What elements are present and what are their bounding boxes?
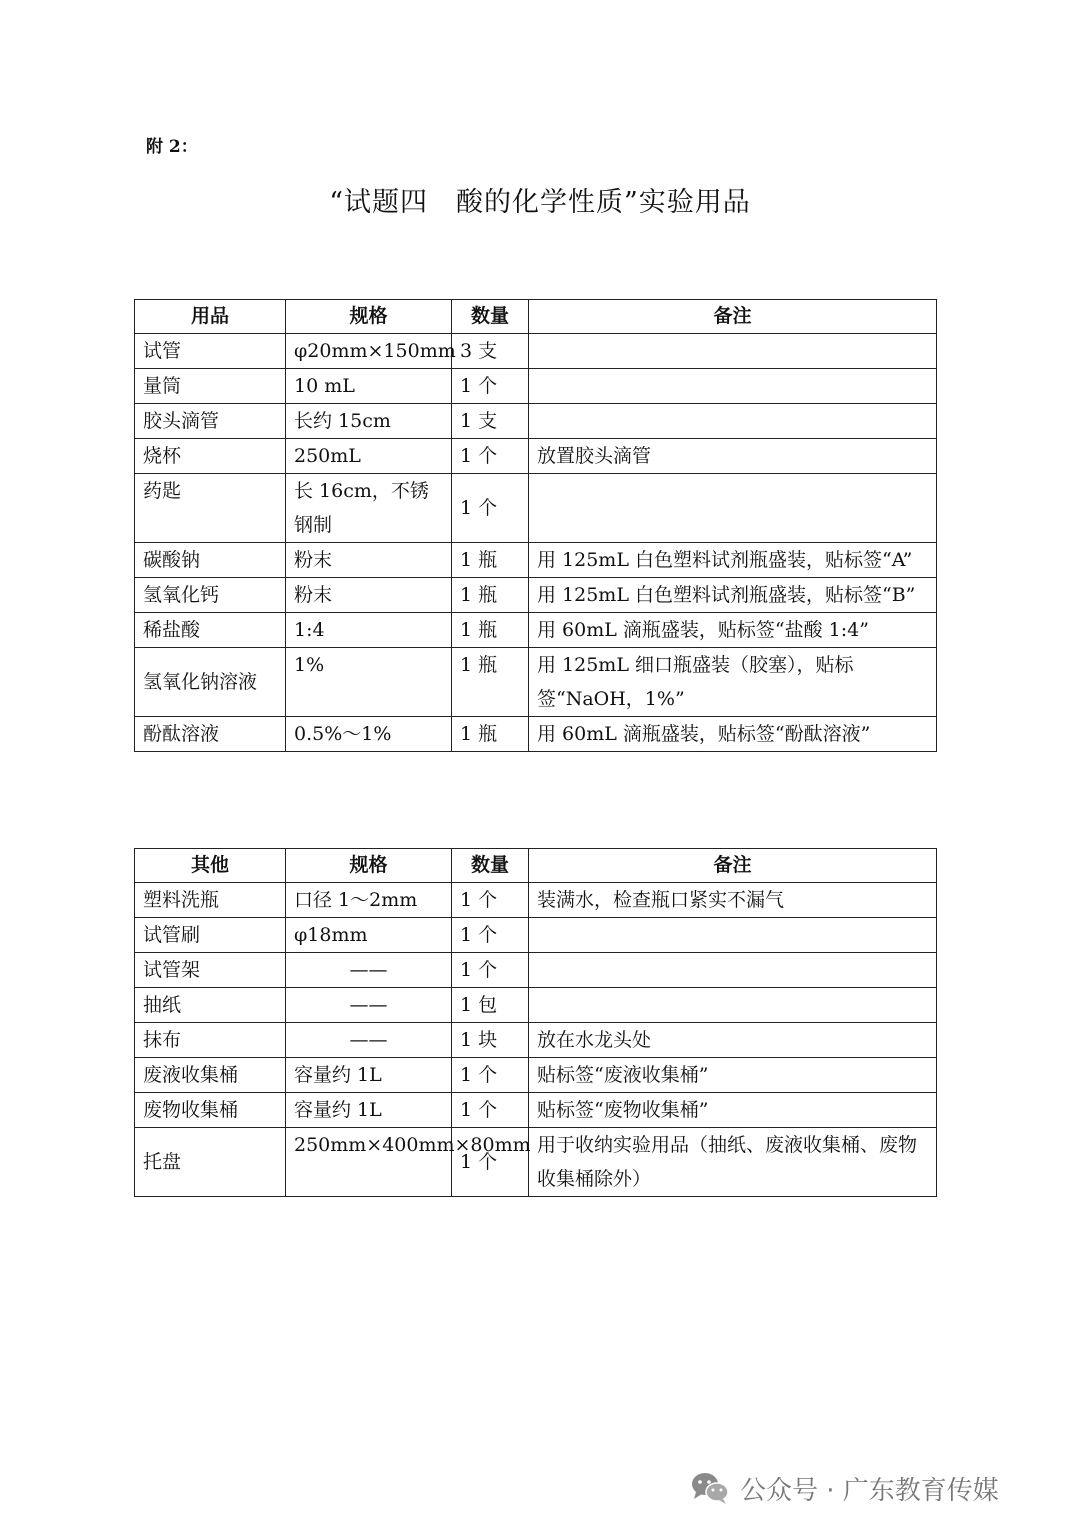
cell-qty: 3 支 xyxy=(452,334,529,369)
cell-note: 装满水，检查瓶口紧实不漏气 xyxy=(529,883,937,918)
cell-spec: 250mm×400mm×80mm xyxy=(286,1128,452,1197)
table-row xyxy=(135,918,937,953)
cell-note xyxy=(529,369,937,404)
table-row xyxy=(135,369,937,404)
cell-note: 放置胶头滴管 xyxy=(529,439,937,474)
cell-spec: 10 mL xyxy=(286,369,452,404)
cell-note: 用 125mL 细口瓶盛装（胶塞），贴标签“NaOH，1%” xyxy=(529,648,937,717)
header-qty: 数量 xyxy=(452,300,529,334)
cell-item: 酚酞溶液 xyxy=(135,717,286,752)
table-row xyxy=(135,613,937,648)
cell-qty: 1 瓶 xyxy=(452,543,529,578)
cell-note xyxy=(529,404,937,439)
cell-note: 贴标签“废液收集桶” xyxy=(529,1058,937,1093)
table-row xyxy=(135,334,937,369)
cell-item: 抹布 xyxy=(135,1023,286,1058)
cell-qty: 1 个 xyxy=(452,883,529,918)
cell-note xyxy=(529,953,937,988)
cell-item: 抽纸 xyxy=(135,988,286,1023)
cell-item: 试管刷 xyxy=(135,918,286,953)
cell-qty: 1 个 xyxy=(452,953,529,988)
cell-note: 用于收纳实验用品（抽纸、废液收集桶、废物收集桶除外） xyxy=(529,1128,937,1197)
cell-note: 贴标签“废物收集桶” xyxy=(529,1093,937,1128)
watermark xyxy=(690,1468,1050,1508)
cell-item: 量筒 xyxy=(135,369,286,404)
header-note: 备注 xyxy=(529,300,937,334)
cell-item: 氢氧化钠溶液 xyxy=(135,648,286,717)
cell-note xyxy=(529,474,937,543)
cell-spec: 0.5%～1% xyxy=(286,717,452,752)
cell-qty: 1 个 xyxy=(452,1093,529,1128)
header-spec: 规格 xyxy=(286,300,452,334)
cell-item: 胶头滴管 xyxy=(135,404,286,439)
table-row xyxy=(135,1058,937,1093)
other-items-table xyxy=(134,848,937,1197)
cell-spec: φ20mm×150mm xyxy=(286,334,452,369)
cell-spec: —— xyxy=(286,988,452,1023)
table-row xyxy=(135,1093,937,1128)
table-row xyxy=(135,404,937,439)
table-header-row xyxy=(135,300,937,334)
cell-note xyxy=(529,918,937,953)
cell-spec: 口径 1～2mm xyxy=(286,883,452,918)
cell-item: 碳酸钠 xyxy=(135,543,286,578)
cell-spec: 容量约 1L xyxy=(286,1093,452,1128)
cell-qty: 1 瓶 xyxy=(452,648,529,717)
cell-item: 氢氧化钙 xyxy=(135,578,286,613)
cell-qty: 1 瓶 xyxy=(452,578,529,613)
cell-note: 用 60mL 滴瓶盛装，贴标签“盐酸 1:4” xyxy=(529,613,937,648)
cell-spec: 长 16cm，不锈钢制 xyxy=(286,474,452,543)
cell-note xyxy=(529,988,937,1023)
cell-spec: 1:4 xyxy=(286,613,452,648)
table-header-row xyxy=(135,849,937,883)
cell-item: 托盘 xyxy=(135,1128,286,1197)
table-row xyxy=(135,717,937,752)
cell-note: 用 60mL 滴瓶盛装，贴标签“酚酞溶液” xyxy=(529,717,937,752)
cell-item: 塑料洗瓶 xyxy=(135,883,286,918)
cell-item: 试管架 xyxy=(135,953,286,988)
cell-spec: 粉末 xyxy=(286,543,452,578)
cell-spec: 容量约 1L xyxy=(286,1058,452,1093)
cell-spec: 长约 15cm xyxy=(286,404,452,439)
cell-qty: 1 瓶 xyxy=(452,717,529,752)
cell-qty: 1 块 xyxy=(452,1023,529,1058)
table-row xyxy=(135,1023,937,1058)
cell-item: 废液收集桶 xyxy=(135,1058,286,1093)
cell-item: 试管 xyxy=(135,334,286,369)
table-row xyxy=(135,953,937,988)
cell-spec: 粉末 xyxy=(286,578,452,613)
wechat-icon xyxy=(690,1471,730,1505)
table-row xyxy=(135,543,937,578)
page-title: “试题四 酸的化学性质”实验用品 xyxy=(329,187,751,218)
cell-qty: 1 包 xyxy=(452,988,529,1023)
header-item: 用品 xyxy=(135,300,286,334)
header-qty: 数量 xyxy=(452,849,529,883)
cell-spec: 250mL xyxy=(286,439,452,474)
cell-spec: —— xyxy=(286,1023,452,1058)
cell-note: 放在水龙头处 xyxy=(529,1023,937,1058)
cell-qty: 1 个 xyxy=(452,439,529,474)
table-row xyxy=(135,988,937,1023)
cell-qty: 1 支 xyxy=(452,404,529,439)
cell-qty: 1 个 xyxy=(452,918,529,953)
cell-qty: 1 个 xyxy=(452,369,529,404)
cell-item: 稀盐酸 xyxy=(135,613,286,648)
table-row xyxy=(135,648,937,717)
table-row xyxy=(135,883,937,918)
table-row xyxy=(135,439,937,474)
cell-note: 用 125mL 白色塑料试剂瓶盛装，贴标签“B” xyxy=(529,578,937,613)
cell-item: 废物收集桶 xyxy=(135,1093,286,1128)
watermark-text: 公众号 · 广东教育传媒 xyxy=(740,1475,999,1506)
cell-spec: φ18mm xyxy=(286,918,452,953)
header-spec: 规格 xyxy=(286,849,452,883)
table-row xyxy=(135,578,937,613)
equipment-table xyxy=(134,299,937,752)
cell-spec: —— xyxy=(286,953,452,988)
cell-qty: 1 个 xyxy=(452,1058,529,1093)
cell-note xyxy=(529,334,937,369)
header-note: 备注 xyxy=(529,849,937,883)
table-row xyxy=(135,474,937,543)
cell-qty: 1 瓶 xyxy=(452,613,529,648)
header-other: 其他 xyxy=(135,849,286,883)
cell-item: 药匙 xyxy=(135,474,286,543)
cell-spec: 1% xyxy=(286,648,452,717)
cell-note: 用 125mL 白色塑料试剂瓶盛装，贴标签“A” xyxy=(529,543,937,578)
cell-qty: 1 个 xyxy=(452,1128,529,1197)
cell-item: 烧杯 xyxy=(135,439,286,474)
annex-label: 附 2： xyxy=(146,137,198,157)
table-row xyxy=(135,1128,937,1197)
cell-qty: 1 个 xyxy=(452,474,529,543)
